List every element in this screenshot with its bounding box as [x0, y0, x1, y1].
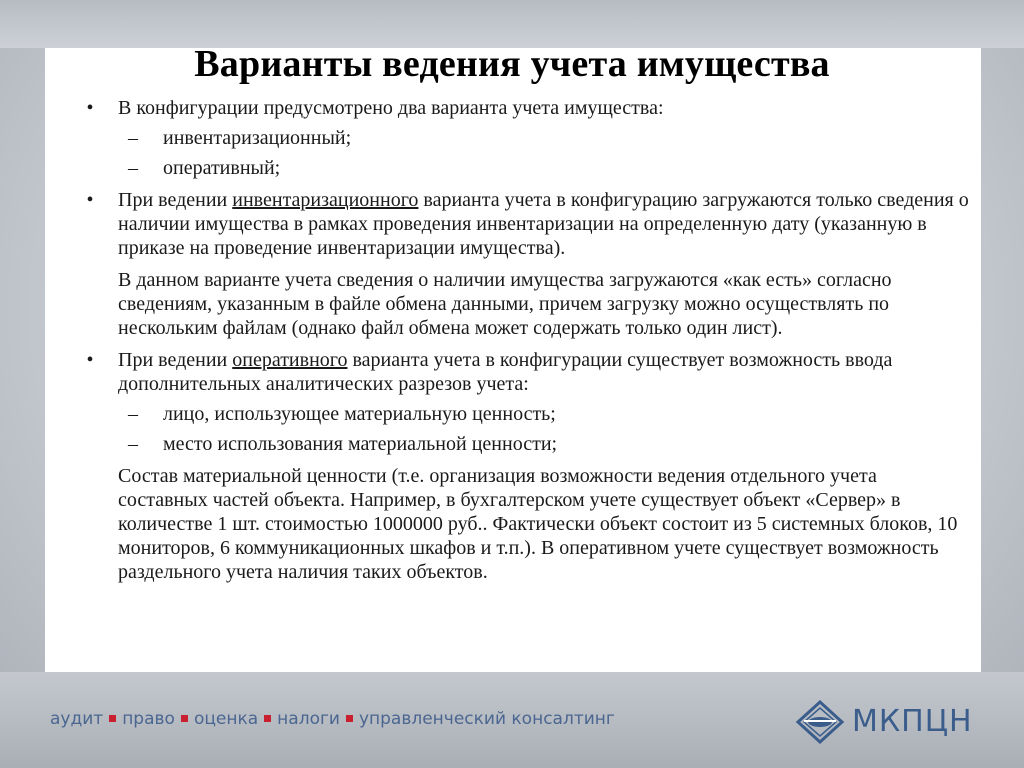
bullet-text-prefix: При ведении	[118, 349, 233, 371]
dash-marker: –	[128, 127, 138, 149]
tagline-item-law: право	[122, 709, 175, 729]
sub-item-text: лицо, использующее материальную ценность;	[163, 403, 556, 425]
dash-marker: –	[128, 157, 138, 179]
sub-item-text: инвентаризационный;	[163, 127, 352, 149]
sub-item-text: оперативный;	[163, 157, 281, 179]
paragraph-inventory-details: В данном варианте учета сведения о наличии имущества загружаются «как есть» согласно сведениям, указанным в файле обмена данными, причем загрузку можно осуществлять по нескольким файлам (однако файл обмена может содержать только один лист).	[118, 269, 892, 339]
bullet-text-suffix: варианта учета в конфигурации существует возможность ввода дополнительных аналитических разрезов учета:	[118, 349, 893, 395]
footer-tagline	[50, 709, 615, 729]
tagline-item-taxes: налоги	[277, 709, 340, 729]
bullet-item-inventory-mode	[80, 188, 970, 260]
bullet-marker: •	[86, 97, 94, 119]
bullet-item-variants	[80, 96, 970, 120]
company-logo-text: МКПЦН	[852, 704, 973, 739]
tagline-item-consulting: управленческий консалтинг	[358, 709, 615, 729]
sub-item-location	[80, 432, 970, 456]
sub-item-text: место использования материальной ценности;	[163, 433, 558, 455]
underlined-term-operative: оперативного	[232, 349, 348, 371]
bullet-marker: •	[86, 349, 94, 371]
tagline-item-valuation: оценка	[193, 709, 259, 729]
sub-item-person	[80, 402, 970, 426]
slide-body	[80, 96, 970, 590]
tagline-item-audit: аудит	[50, 709, 104, 729]
paragraph-composition-details: Состав материальной ценности (т.е. организация возможности ведения отдельного учета составных частей объекта. Например, в бухгалтерском учете существует объект «Сервер» в количестве 1 шт. стоимостью 1000000 руб.. Фактически объект состоит из 5 системных блоков, 10 мониторов, 6 коммуникационных шкафов и т.п.). В оперативном учете существует возможность раздельного учета наличия таких объектов.	[118, 465, 958, 583]
bullet-marker: •	[86, 189, 94, 211]
bullet-text-suffix: варианта учета в конфигурацию загружаются только сведения о наличии имущества в рамках проведения инвентаризации на определенную дату (указанную в приказе на проведение инвентаризации имущества).	[118, 189, 969, 259]
bullet-text-prefix: При ведении	[118, 189, 233, 211]
tagline-separator	[264, 715, 271, 722]
bullet-text: В конфигурации предусмотрено два варианта учета имущества:	[118, 97, 664, 119]
slide-title: Варианты ведения учета имущества	[194, 43, 830, 85]
dash-marker: –	[128, 403, 138, 425]
sub-item-operative	[80, 156, 970, 180]
tagline-separator	[109, 715, 116, 722]
bullet-item-operative-mode	[80, 348, 970, 396]
underlined-term-inventory: инвентаризационного	[232, 189, 419, 211]
tagline-separator	[346, 715, 353, 722]
tagline-separator	[181, 715, 188, 722]
background-top-band	[0, 0, 1024, 48]
dash-marker: –	[128, 433, 138, 455]
sub-item-inventory	[80, 126, 970, 150]
